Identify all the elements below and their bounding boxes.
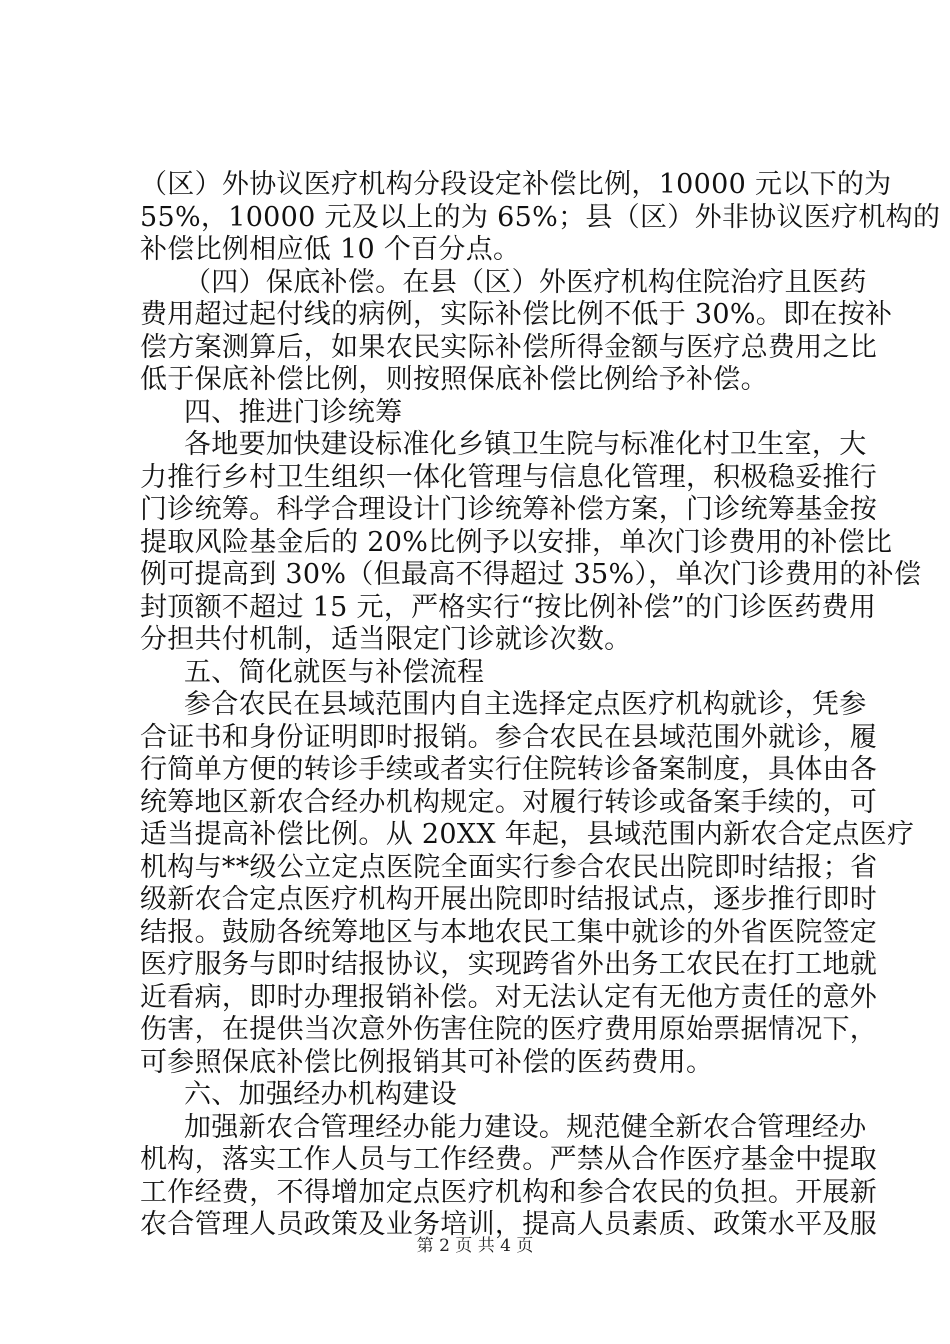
text-line: 结报。鼓励各统筹地区与本地农民工集中就诊的外省医院签定 <box>140 916 878 948</box>
text-line: 力推行乡村卫生组织一体化管理与信息化管理，积极稳妥推行 <box>140 461 878 493</box>
text-line: 农合管理人员政策及业务培训，提高人员素质、政策水平及服 <box>140 1209 878 1240</box>
text-line: 参合农民在县域范围内自主选择定点医疗机构就诊，凭参 <box>184 689 867 720</box>
text-line: 工作经费，不得增加定点医疗机构和参合农民的负担。开展新 <box>140 1176 878 1208</box>
text-line: 五、简化就医与补偿流程 <box>184 656 485 688</box>
text-line: 55%，10000 元及以上的为 65%；县（区）外非协议医疗机构的 <box>140 201 941 233</box>
text-line: 补偿比例相应低 10 个百分点。 <box>140 234 521 265</box>
text-line: 低于保底补偿比例，则按照保底补偿比例给予补偿。 <box>140 364 768 395</box>
text-line: 近看病，即时办理报销补偿。对无法认定有无他方责任的意外 <box>140 981 878 1013</box>
document-body <box>140 169 941 1242</box>
text-line: 统筹地区新农合经办机构规定。对履行转诊或备案手续的，可 <box>140 786 878 818</box>
text-line: 机构，落实工作人员与工作经费。严禁从合作医疗基金中提取 <box>140 1144 878 1175</box>
text-line: 合证书和身份证明即时报销。参合农民在县域范围外就诊，履 <box>140 721 878 753</box>
text-line: 加强新农合管理经办能力建设。规范健全新农合管理经办 <box>184 1111 867 1143</box>
text-line: （区）外协议医疗机构分段设定补偿比例，10000 元以下的为 <box>140 169 892 200</box>
text-line: 分担共付机制，适当限定门诊就诊次数。 <box>140 624 632 655</box>
text-line: 适当提高补偿比例。从 20XX 年起，县域范围内新农合定点医疗 <box>140 819 915 850</box>
text-line: 行简单方便的转诊手续或者实行住院转诊备案制度，具体由各 <box>140 754 878 785</box>
text-line: 偿方案测算后，如果农民实际补偿所得金额与医疗总费用之比 <box>140 331 878 363</box>
text-line: 伤害，在提供当次意外伤害住院的医疗费用原始票据情况下， <box>140 1014 878 1045</box>
text-line: 各地要加快建设标准化乡镇卫生院与标准化村卫生室，大 <box>184 429 867 460</box>
text-line: 医疗服务与即时结报协议，实现跨省外出务工农民在打工地就 <box>140 949 878 980</box>
page-footer: 第 2 页 共 4 页 <box>416 1236 534 1256</box>
text-line: 费用超过起付线的病例，实际补偿比例不低于 30%。即在按补 <box>140 299 893 330</box>
text-line: 门诊统筹。科学合理设计门诊统筹补偿方案，门诊统筹基金按 <box>140 494 878 525</box>
text-line: 例可提高到 30%（但最高不得超过 35%），单次门诊费用的补偿 <box>140 559 922 590</box>
text-line: 提取风险基金后的 20%比例予以安排，单次门诊费用的补偿比 <box>140 526 893 558</box>
text-line: 封顶额不超过 15 元，严格实行“按比例补偿”的门诊医药费用 <box>140 591 877 623</box>
text-line: 四、推进门诊统筹 <box>184 396 403 428</box>
text-line: （四）保底补偿。在县（区）外医疗机构住院治疗且医药 <box>184 266 867 298</box>
text-line: 六、加强经办机构建设 <box>184 1079 457 1110</box>
text-line: 机构与**级公立定点医院全面实行参合农民出院即时结报；省 <box>140 851 878 883</box>
text-line: 可参照保底补偿比例报销其可补偿的医药费用。 <box>140 1046 714 1078</box>
text-line: 级新农合定点医疗机构开展出院即时结报试点，逐步推行即时 <box>140 884 878 915</box>
